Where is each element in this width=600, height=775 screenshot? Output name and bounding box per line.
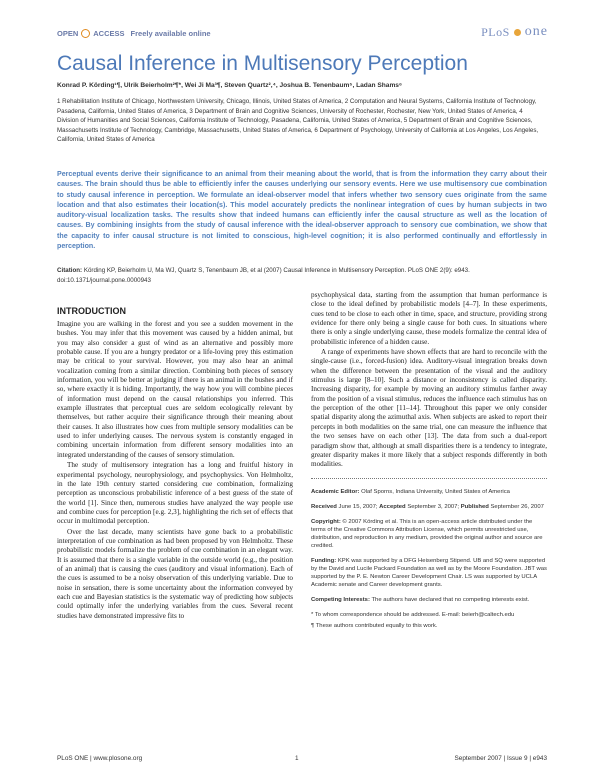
affiliations: 1 Rehabilitation Institute of Chicago, Northwestern University, Chicago, Illinois, United States of America, 2 Computation and Neural Systems, California Institute of Technology, Pasadena, California, United States of America, 3 Department of Brain and Cognitive Sciences, University of Rochester, Rochester, New York, United States of America, 4 Division of Humanities and Social Sciences, California Institute of Technology, Pasadena, California, United States of America, 5 Department of Brain and Cognitive Sciences, Massachusetts Institute of Technology, Cambridge, Massachusetts, United States of America, 6 Department of Psychology, University of California at Los Angeles, Los Angeles, California, United States of America [57, 98, 539, 143]
intro-paragraph: Imagine you are walking in the forest and you see a sudden movement in the bushes. You may infer that this movement was caused by a hidden animal, but you may also consider a gust of wind as an alternative and possibly more probable cause. If you are a hungry predator or a life-loving prey this estimation may be critical to your survival. However, you may also hear an animal vocalization coming from a similar direction. Combining both pieces of sensory information, you will be better at judging if there is an animal in the bushes and if so, where exactly it is hiding. Importantly, the way how you will combine pieces of information must depend on the causal relationships you inferred. This example illustrates that perceptual cues are seldom ecologically relevant by themselves, but rather acquire their significance through their meaning about their causes. It also illustrates how cues from multiple sensory modalities can be used to infer underlying causes. The nervous system is constantly engaged in combining uncertain information from different sensory modalities into an integrated understanding of the causes of sensory stimulation. [57, 320, 293, 459]
open-access-banner [57, 29, 211, 38]
copyright-text: © 2007 Körding et al. This is an open-access article distributed under the terms of the Creative Commons Attribution License, which permits unrestricted use, distribution, and reproduction in any medium, provided the original author and source are credited. [311, 518, 543, 549]
correspondence-note [311, 611, 547, 619]
footer-page-number: 1 [295, 755, 299, 762]
journal-logo [481, 24, 548, 40]
accepted-label: Accepted [379, 503, 406, 510]
continued-text [311, 291, 547, 470]
competing-interests-label: Competing Interests: [311, 596, 370, 603]
open-access-lock-icon [81, 29, 90, 38]
body-paragraph: A range of experiments have shown effects that are hard to reconcile with the single-cause (i.e., forced-fusion) idea. Auditory-visual integration breaks down when the difference between the presentation of the visual and the auditory stimulus is large [8–10]. Such a distance or inconsistency is called disparity. Increasing disparity, for example by moving an auditory stimulus farther away from the position of a visual stimulus, reduces the influence each stimulus has on the perception of the other [11–14]. Throughout this paper we only consider spatial disparity along the azimuthal axis. When subjects are asked to report their percepts in both modalities on the same trial, one can measure the influence that the two senses have on each other [13]. The data from such a dual-report paradigm show that, although at small disparities there is a tendency to integrate, greater disparity makes it more likely that a subject responds differently in both modalities. [311, 348, 547, 469]
footer-issue-info: September 2007 | Issue 9 | e943 [454, 755, 547, 762]
published-label: Published [460, 503, 489, 510]
academic-editor-label: Academic Editor: [311, 488, 360, 495]
freely-available-label: Freely available online [130, 29, 211, 38]
accepted-date: September 3, 2007; [407, 503, 460, 510]
access-label: ACCESS [93, 29, 125, 38]
copyright-label: Copyright: [311, 518, 341, 525]
citation-label: Citation: [57, 267, 83, 274]
left-column [57, 306, 293, 622]
funding-statement [311, 557, 547, 589]
author-list: Konrad P. Körding¹¶, Ulrik Beierholm²¶*, Wei Ji Ma³¶, Steven Quartz²,⁴, Joshua B. Tenenbaum⁵, Ladan Shams⁶ [57, 82, 403, 89]
citation [57, 266, 547, 285]
open-label: OPEN [57, 29, 79, 38]
right-column [311, 291, 547, 637]
equal-contribution-note [311, 622, 547, 630]
competing-interests [311, 596, 547, 604]
competing-interests-text: The authors have declared that no competing interests exist. [371, 596, 530, 603]
dotted-divider [311, 478, 547, 479]
copyright-notice [311, 518, 547, 550]
intro-paragraph: The study of multisensory integration has a long and fruitful history in experimental psychology, neurophysiology, and psychophysics. Von Helmholtz, in the late 19th century started considering cue combination, formalizing perception as unconscious probabilistic inference of a best guess of the state of the world [1]. Since then, numerous studies have analyzed the way people use and combine cues for perception [e.g. 2,3], highlighting the rich set of effects that occur in multimodal perception. [57, 461, 293, 526]
intro-text [57, 320, 293, 621]
intro-paragraph: Over the last decade, many scientists have gone back to a probabilistic interpretation of cue combination as had been proposed by von Helmholtz. These probabilistic models formalize the problem of cue combination in an elegant way. It is assumed that there is a single variable in the outside world (e.g., the position of an animal) that is causing the cues (auditory and visual information). Each of the cues is assumed to be a noisy observation of this underlying variable. Due to noise in sensation, there is some uncertainty about the information conveyed by each cue and Bayesian statistics is the systematic way of predicting how subjects could optimally infer the underlying variables from the cues. Several recent studies have demonstrated impressive fits to [57, 527, 293, 620]
body-paragraph: psychophysical data, starting from the assumption that human performance is close to the ideal defined by probabilistic models [4–7]. In these experiments, cues tend to be close to each other in time, space, and structure, providing strong evidence for there only being a single cause for both cues. In situations where there is only a single underlying cause, these models formalize the central idea of probabilistic inference of a hidden cause. [311, 291, 547, 346]
citation-text: Körding KP, Beierholm U, Ma WJ, Quartz S, Tenenbaum JB, et al (2007) Causal Inference in Multisensory Perception. PLoS ONE 2(9): e943. doi:10.1371/journal.pone.0000943 [57, 267, 470, 284]
equal-contribution-text: ¶ These authors contributed equally to this work. [311, 622, 438, 629]
journal-logo-one: one [524, 24, 548, 39]
article-dates [311, 503, 547, 511]
funding-label: Funding: [311, 557, 337, 564]
footer-journal-url: PLoS ONE | www.plosone.org [57, 755, 143, 762]
academic-editor-text: Olaf Sporns, Indiana University, United States of America [361, 488, 510, 495]
correspondence-text: * To whom correspondence should be addressed. E-mail: beierh@caltech.edu [311, 611, 515, 618]
journal-logo-dot-icon [514, 29, 521, 36]
funding-text: KPK was supported by a DFG Heisenberg Stipend. UB and SQ were supported by the David and Lucile Packard Foundation as well as by the Moore Foundation. JBT was supported by the P. E. Newton Career Development Chair. LS was supported by UCLA Academic senate and Career development grants. [311, 557, 547, 588]
received-label: Received [311, 503, 337, 510]
published-date: September 26, 2007 [490, 503, 544, 510]
section-heading-introduction: INTRODUCTION [57, 306, 126, 316]
journal-logo-plos: PLoS [481, 24, 510, 39]
article-title: Causal Inference in Multisensory Perception [57, 52, 468, 75]
received-date: June 15, 2007; [338, 503, 378, 510]
academic-editor [311, 488, 547, 496]
abstract: Perceptual events derive their significance to an animal from their meaning about the world, that is from the information they carry about their causes. The brain should thus be able to efficiently infer the causes underlying our sensory events. Here we use multisensory cue combination to study causal inference in perception. We formulate an ideal-observer model that infers whether two sensory cues originate from the same location and that also estimates their location(s). This model accurately predicts the nonlinear integration of cues by human subjects in two auditory-visual localization tasks. The results show that indeed humans can efficiently infer the causal structure as well as the location of causes. By combining insights from the study of causal inference with the ideal-observer approach to sensory cue combination, we show that the capacity to infer causal structure is not limited to conscious, high-level cognition; it is also performed continually and effortlessly in perception. [57, 170, 547, 251]
